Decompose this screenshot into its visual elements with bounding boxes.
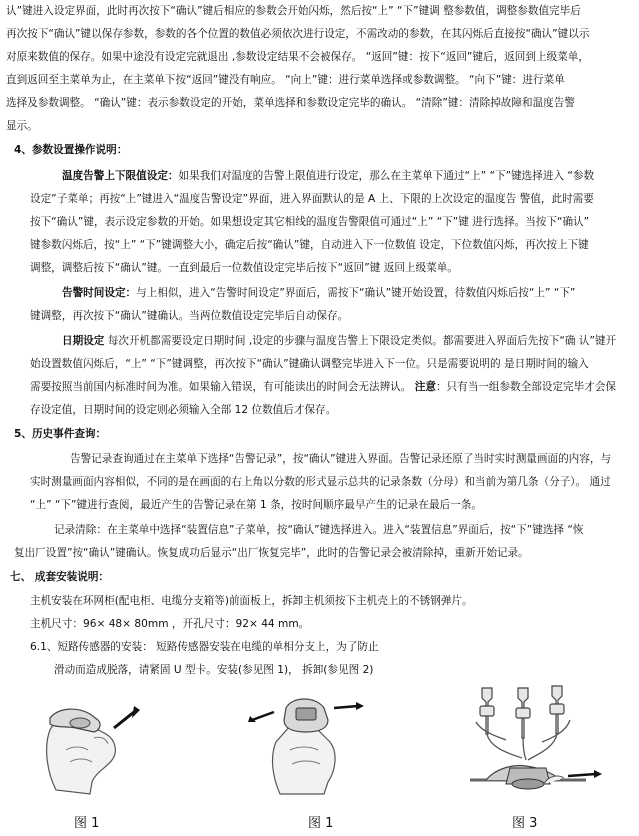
text-line: 主机安装在环网柜(配电柜、电缆分支箱等)前面板上，拆卸主机须按下主机壳上的不锈钢弹片。 [30,595,473,607]
section-heading: 七、 成套安装说明： [10,571,110,583]
text-line: 主机尺寸：96× 48× 80mm ，开孔尺寸：92× 44 mm。 [30,618,310,630]
text-line: 设定”子菜单；再按“上”键进入“温度告警设定”界面，进入界面默认的是 A 上、下限的上次设定的温度告 警值，此时需要 [30,193,594,205]
text-run: 如果我们对温度的告警上限值进行设定，那么在主菜单下通过“上” “下”键选择进入 “参数 [178,170,595,182]
text-line: 告警记录查询通过在主菜单下选择“告警记录”，按“确认”键进入界面。告警记录还原了当时实时测量画面的内容，与 [70,453,612,465]
figure-cable-installation-illustration [466,684,606,800]
text-line: 键参数闪烁后，按“上” “下”键调整大小，确定后按“确认”键，自动进入下一位数值 设定，下位数值闪烁，再次按上下键 [30,239,589,251]
section-heading: 5、历史事件查询： [14,428,107,440]
text-line: 再次按下“确认”键以保存参数，参数的各个位置的数值必须依次进行设定，不需改动的参数，在其闪烁后直接按“确认”键以示 [6,28,590,40]
text-line: 实时测量画面内容相似，不同的是在画面的右上角以分数的形式显示总共的记录条数（分母）和当前为第几条（分子）。 通过 [30,476,611,488]
text-run: 每次开机都需要设定日期时间 ,设定的步骤与温度告警上下限设定类似。都需要进入界面后先按下“确 认”键开 [104,335,617,347]
text-run: 需要按照当前国内标准时间为准。如果输入错误，有可能读出的时间会无法辨认。 [30,381,415,393]
text-line [62,286,575,300]
section-heading: 4、参数设置操作说明： [14,144,128,156]
figure-caption: 图 1 [308,816,334,831]
text-line: 存设定值，日期时间的设定则必须输入全部 12 位数值后才保存。 [30,404,337,416]
figure-caption: 图 1 [74,816,100,831]
figure-install-illustration [36,690,166,798]
text-line: 记录清除：在主菜单中选择“装置信息”子菜单，按“确认”键选择进入。进入“装置信息”界面后，按“下”键选择 “恢 [54,524,584,536]
text-line: 直到返回至主菜单为止，在主菜单下按“返回”键没有响应。 “向上”键：进行菜单选择或参数调整。 “向下”键：进行菜单 [6,74,565,86]
text-line: 认”键进入设定界面，此时再次按下“确认”键后相应的参数会开始闪烁，然后按“上” “下”键调 整参数值，调整参数值完毕后 [6,5,581,17]
text-line [30,380,616,394]
text-line: 6.1、短路传感器的安装： 短路传感器安装在电缆的单相分支上，为了防止 [30,641,379,653]
figure-remove-illustration [246,686,366,798]
text-run: 与上相似，进入“告警时间设定”界面后，需按下“确认”键开始设置，待数值闪烁后按“上” “下” [136,287,576,299]
text-line: 始设置数值闪烁后，“上” “下”键调整，再次按下“确认”键确认调整完毕进入下一位。只是需要说明的 是日期时间的输入 [30,358,589,370]
text-run: ：只有当一组参数全部设定完毕才会保 [435,381,617,393]
text-line: 显示。 [6,120,38,132]
text-line: “上” “下”键进行查阅，最近产生的告警记录在第 1 条，按时间顺序最早产生的记录在最后一条。 [30,499,482,511]
text-line [62,169,594,183]
term: 注意 [414,381,436,393]
text-line: 调整，调整后按下“确认”键。一直到最后一位数值设定完毕后按下“返回”键 返回上级菜单。 [30,262,458,274]
text-line [62,334,616,348]
term: 告警时间设定： [62,287,137,299]
text-line: 复出厂设置”按“确认”键确认。恢复成功后显示“出厂恢复完毕”，此时的告警记录会被清除掉，重新开始记录。 [14,547,529,559]
text-line: 滑动而造成脱落，请紧固 U 型卡。安装(参见图 1)， 拆卸(参见图 2) [54,664,374,676]
text-line: 选择及参数调整。 “确认”键：表示参数设定的开始，菜单选择和参数设定完毕的确认。 “清除”键：清除掉故障和温度告警 [6,97,575,109]
text-line: 对原来数值的保存。如果中途没有设定完就退出 ,参数设定结果不会被保存。 “返回”键：按下“返回”键后，返回到上级菜单， [6,51,589,63]
text-line: 按下“确认”键，表示设定参数的开始。如果想设定其它相线的温度告警限值可通过“上” “下”键 进行选择。当按下“确认” [30,216,590,228]
term: 温度告警上下限值设定： [62,170,179,182]
figure-caption: 图 3 [512,816,538,831]
text-line: 键调整，再次按下“确认”键确认。当两位数值设定完毕后自动保存。 [30,310,349,322]
term: 日期设定 [62,335,105,347]
